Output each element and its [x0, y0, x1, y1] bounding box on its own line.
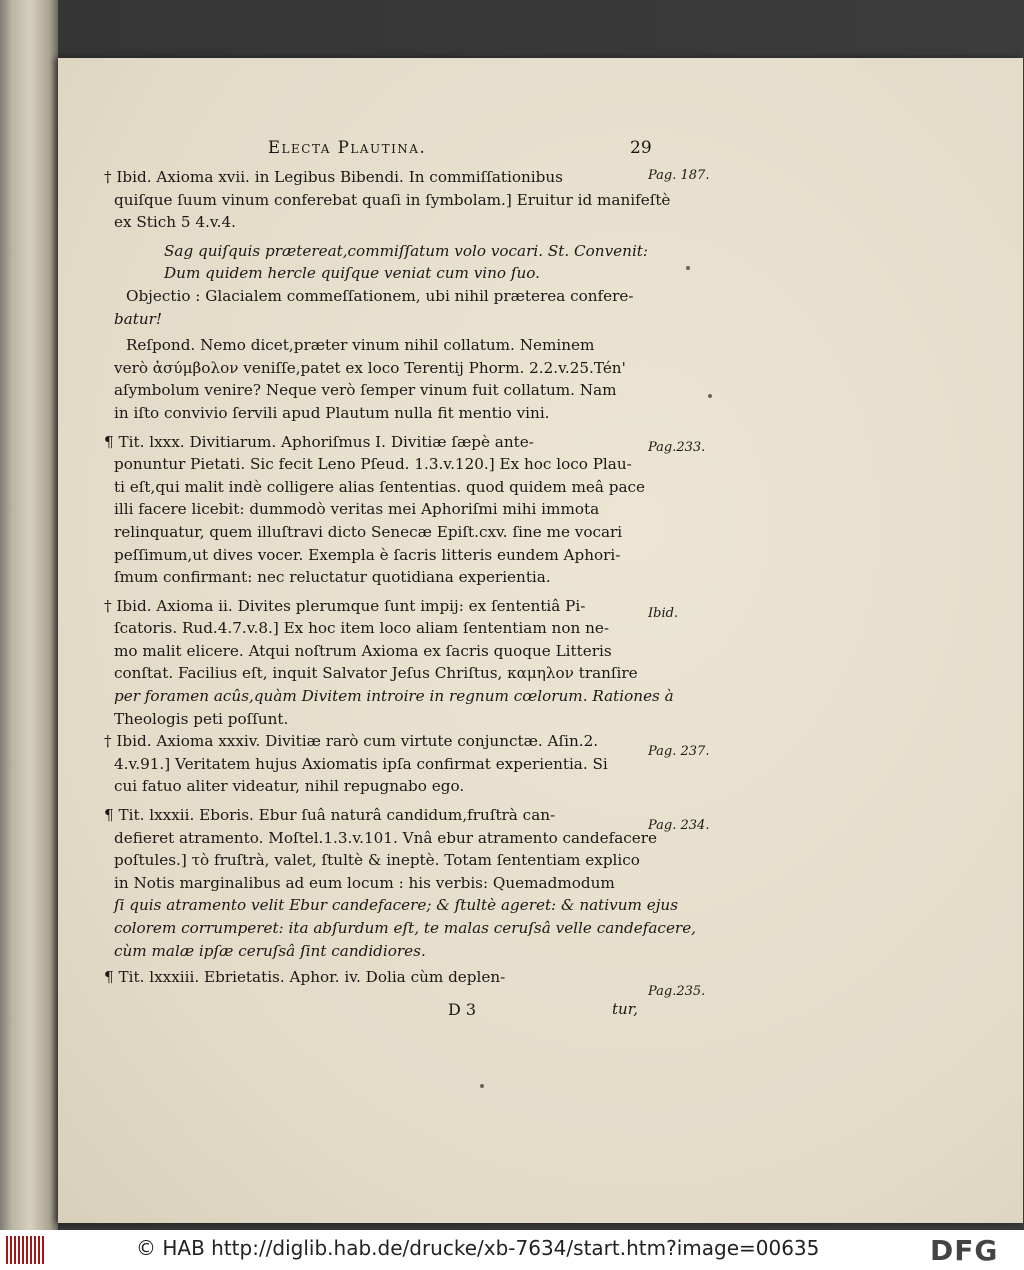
page-number: 29	[630, 138, 652, 158]
footer-credit[interactable]: © HAB http://diglib.hab.de/drucke/xb-7634/start.htm?image=00635	[136, 1236, 820, 1260]
text-line: colorem corrumperet: ita abſurdum eſt, te malas ceruſsâ velle candefacere,	[114, 919, 697, 937]
text-line: cùm malæ ipſæ ceruſsâ ſint candidiores.	[114, 941, 426, 960]
text-line: ponuntur Pietati. Sic fecit Leno Pſeud. 1.3.v.120.] Ex hoc loco Plau-	[114, 455, 632, 474]
running-head: Electa Plautina.	[268, 138, 427, 157]
text-line: cui fatuo aliter videatur, nihil repugnabo ego.	[114, 777, 465, 796]
text-line: relinquatur, quem illuſtravi dicto Senecæ Epiſt.cxv. ſine me vocari	[114, 522, 623, 541]
text-line: † Ibid. Axioma xxxiv. Divitiæ rarò cum virtute conjunctæ. Aſin.2.	[104, 732, 599, 751]
text-line: ex Stich 5 4.v.4.	[114, 213, 236, 232]
quote-line: Dum quidem hercle quiſque veniat cum vino ſuo.	[164, 264, 541, 283]
text-line: 4.v.91.] Veritatem hujus Axiomatis ipſa confirmat experientia. Si	[114, 754, 608, 773]
margin-note: Pag. 187.	[648, 168, 710, 183]
paper-speck	[480, 1084, 484, 1088]
footer-bar	[0, 1230, 1024, 1270]
text-line: ſi quis atramento velit Ebur candefacere; & ſtultè ageret: & nativum ejus	[114, 896, 679, 915]
previous-page-edge	[0, 0, 58, 1230]
text-line: ti eſt,qui malit indè colligere alias ſententias. quod quidem meâ pace	[114, 477, 646, 496]
signature-mark: D 3	[448, 1000, 477, 1019]
text-line: illi facere licebit: dummodò veritas mei Aphoriſmi mihi immota	[114, 500, 600, 519]
text-line: ¶ Tit. lxxxii. Eboris. Ebur ſuâ naturâ candidum,fruſtrà can-	[104, 806, 556, 825]
text-line: † Ibid. Axioma xvii. in Legibus Bibendi. In commiſſationibus	[104, 168, 563, 186]
text-line: verò ἀσύμβολον veniſſe,patet ex loco Terentij Phorm. 2.2.v.25.Tén'	[114, 358, 626, 377]
text-line: conſtat. Facilius eſt, inquit Salvator Jeſus Chriſtus, καμηλον tranſire	[114, 664, 638, 683]
text-line: peſſimum,ut dives vocer. Exempla è ſacris litteris eundem Aphori-	[114, 545, 621, 564]
margin-note: Ibid.	[648, 606, 679, 621]
text-line: aſymbolum venire? Neque verò ſemper vinum fuit collatum. Nam	[114, 381, 617, 400]
text-line: in Notis marginalibus ad eum locum : his verbis: Quemadmodum	[114, 873, 615, 892]
quote-line: Sag quiſquis prætereat,commiſſatum volo vocari. St. Convenit:	[164, 241, 649, 260]
barcode-icon	[6, 1236, 46, 1264]
text-line: Objectio : Glacialem commeſſationem, ubi nihil præterea confere-	[126, 286, 634, 305]
margin-note: Pag.235.	[648, 984, 706, 999]
paper-speck	[686, 266, 690, 270]
text-line: ſmum confirmant: nec reluctatur quotidiana experientia.	[114, 568, 551, 587]
margin-note: Pag. 237.	[648, 744, 710, 759]
text-line: in iſto convivio ſervili apud Plautum nulla fit mentio vini.	[114, 403, 550, 422]
text-line: Theologis peti poſſunt.	[114, 709, 289, 728]
text-line: ¶ Tit. lxxxiii. Ebrietatis. Aphor. iv. Dolia cùm deplen-	[104, 968, 506, 987]
text-line: defieret atramento. Moſtel.1.3.v.101. Vnâ ebur atramento candefacere	[114, 828, 658, 847]
text-line: batur!	[114, 309, 163, 328]
dfg-logo: DFG	[930, 1234, 999, 1267]
text-line: ¶ Tit. lxxx. Divitiarum. Aphoriſmus I. Divitiæ ſæpè ante-	[104, 432, 534, 451]
text-line: ſcatoris. Rud.4.7.v.8.] Ex hoc item loco aliam ſententiam non ne-	[114, 619, 609, 638]
text-line: † Ibid. Axioma ii. Divites plerumque ſunt impij: ex ſententiâ Pi-	[104, 596, 586, 615]
text-line: quiſque ſuum vinum conferebat quaſi in ſymbolam.] Eruitur id manifeſtè	[114, 190, 671, 209]
text-line: mo malit elicere. Atqui noſtrum Axioma ex ſacris quoque Litteris	[114, 641, 612, 660]
margin-note: Pag.233.	[648, 440, 706, 455]
paper-speck	[708, 394, 712, 398]
margin-note: Pag. 234.	[648, 818, 710, 833]
catchword: tur,	[612, 1000, 638, 1018]
text-line: per foramen acûs,quàm Divitem introire in regnum cœlorum. Rationes à	[114, 687, 674, 706]
text-line: Reſpond. Nemo dicet,præter vinum nihil collatum. Neminem	[126, 336, 595, 355]
text-line: poſtules.] τὸ fruſtrà, valet, ſtultè & ineptè. Totam ſententiam explico	[114, 851, 640, 870]
